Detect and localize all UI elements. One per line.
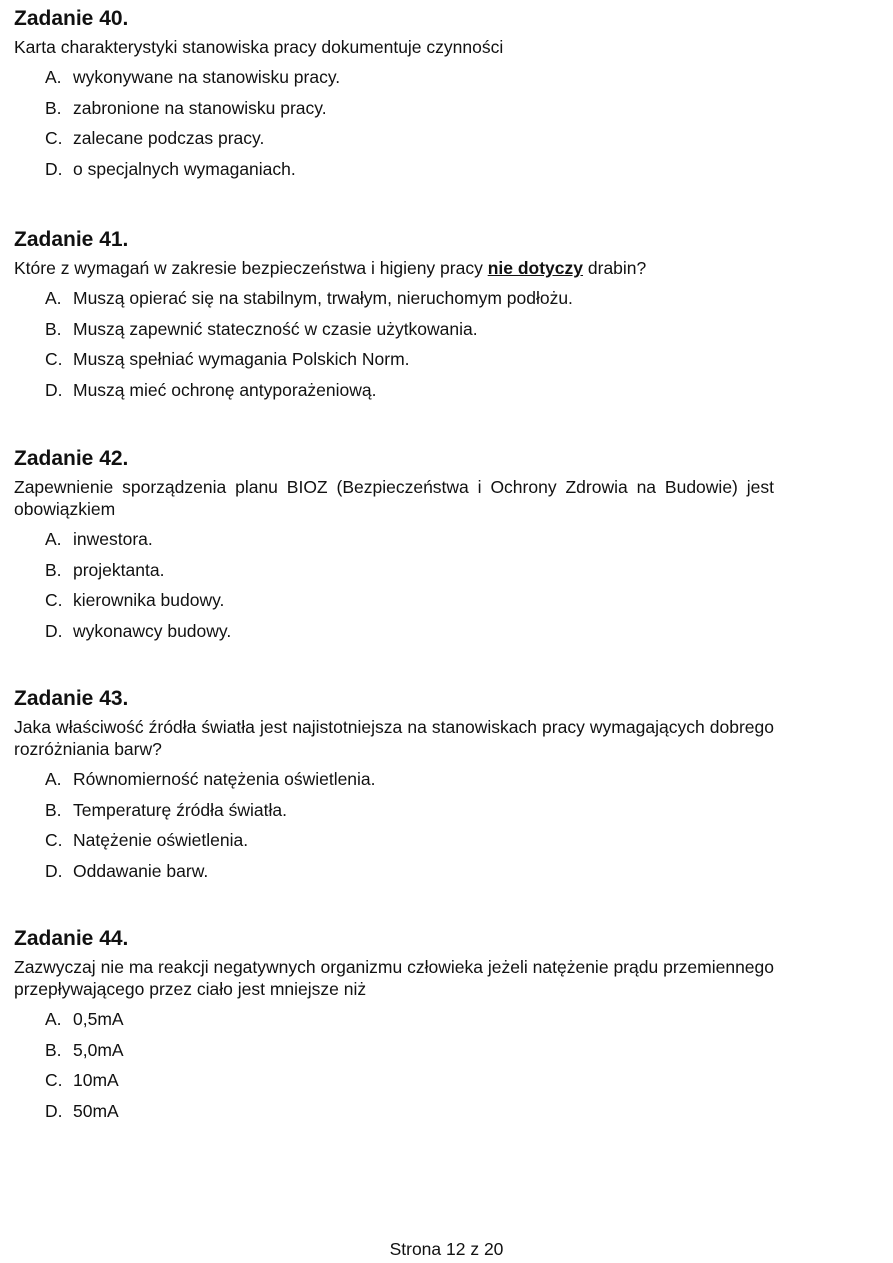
task-42 <box>14 446 774 650</box>
task-43 <box>14 686 774 890</box>
option-text: wykonawcy budowy. <box>73 620 232 641</box>
answer-option-b <box>14 799 774 830</box>
answer-option-d <box>14 620 774 651</box>
option-letter: B. <box>45 799 62 820</box>
question-text-before: Które z wymagań w zakresie bezpieczeństwa i higieny pracy <box>14 258 488 278</box>
option-letter: A. <box>45 288 62 308</box>
question-text-after: drabin? <box>583 258 647 278</box>
answer-option-c <box>14 829 774 860</box>
task-41 <box>14 227 774 409</box>
answer-option-a <box>14 528 774 559</box>
option-letter: A. <box>45 1009 62 1029</box>
answer-option-b <box>14 97 774 128</box>
answer-option-d <box>14 158 774 189</box>
answer-option-c <box>14 589 774 620</box>
answer-options <box>14 768 774 890</box>
answer-option-c <box>14 127 774 158</box>
option-text: kierownika budowy. <box>73 590 225 610</box>
option-letter: B. <box>45 559 62 580</box>
option-text: Muszą opierać się na stabilnym, trwałym, nieruchomym podłożu. <box>73 288 573 308</box>
option-letter: D. <box>45 1100 63 1121</box>
option-letter: D. <box>45 860 63 881</box>
answer-options <box>14 66 774 188</box>
option-letter: C. <box>45 1070 63 1090</box>
option-letter: B. <box>45 97 62 118</box>
question-text: Karta charakterystyki stanowiska pracy dokumentuje czynności <box>14 37 504 57</box>
option-letter: A. <box>45 769 62 789</box>
option-text: Temperaturę źródła światła. <box>73 799 287 820</box>
answer-options <box>14 1008 774 1130</box>
answer-option-d <box>14 860 774 891</box>
option-text: Muszą spełniać wymagania Polskich Norm. <box>73 349 410 369</box>
question-text <box>14 257 774 279</box>
option-letter: C. <box>45 830 63 850</box>
option-letter: A. <box>45 529 62 549</box>
option-letter: C. <box>45 128 63 148</box>
option-text: projektanta. <box>73 559 165 580</box>
answer-option-d <box>14 379 774 410</box>
answer-options <box>14 287 774 409</box>
question-text: Jaka właściwość źródła światła jest najistotniejsza na stanowiskach pracy wymagających dobrego rozróżniania barw? <box>14 717 774 759</box>
option-text: Natężenie oświetlenia. <box>73 830 249 850</box>
option-text: Oddawanie barw. <box>73 860 209 881</box>
answer-option-a <box>14 66 774 97</box>
option-text: zabronione na stanowisku pracy. <box>73 97 327 118</box>
question-emphasis: nie dotyczy <box>487 258 584 278</box>
task-40 <box>14 6 774 188</box>
task-title: Zadanie 43. <box>14 687 129 710</box>
option-text: 50mA <box>73 1100 119 1121</box>
option-letter: B. <box>45 1039 62 1060</box>
option-letter: C. <box>45 349 63 369</box>
option-text: Muszą zapewnić stateczność w czasie użytkowania. <box>73 318 478 339</box>
answer-option-c <box>14 348 774 379</box>
answer-option-a <box>14 287 774 318</box>
task-title: Zadanie 40. <box>14 7 129 30</box>
task-title: Zadanie 42. <box>14 447 129 470</box>
answer-option-c <box>14 1069 774 1100</box>
option-letter: D. <box>45 158 63 179</box>
option-letter: B. <box>45 318 62 339</box>
page-number: Strona 12 z 20 <box>389 1239 504 1259</box>
option-text: Równomierność natężenia oświetlenia. <box>73 769 376 789</box>
option-letter: D. <box>45 620 63 641</box>
option-text: inwestora. <box>73 529 153 549</box>
answer-option-b <box>14 559 774 590</box>
answer-option-b <box>14 318 774 349</box>
task-title: Zadanie 41. <box>14 228 129 251</box>
question-text: Zapewnienie sporządzenia planu BIOZ (Bezpieczeństwa i Ochrony Zdrowia na Budowie) jest obowiązkiem <box>14 477 774 519</box>
option-letter: D. <box>45 379 63 400</box>
option-text: 10mA <box>73 1070 119 1090</box>
option-letter: C. <box>45 590 63 610</box>
answer-option-b <box>14 1039 774 1070</box>
task-44 <box>14 926 774 1130</box>
option-text: 0,5mA <box>73 1009 124 1029</box>
task-title: Zadanie 44. <box>14 927 129 950</box>
answer-option-d <box>14 1100 774 1131</box>
option-letter: A. <box>45 67 62 87</box>
answer-option-a <box>14 768 774 799</box>
option-text: 5,0mA <box>73 1039 124 1060</box>
option-text: o specjalnych wymaganiach. <box>73 158 296 179</box>
answer-option-a <box>14 1008 774 1039</box>
option-text: zalecane podczas pracy. <box>73 128 265 148</box>
answer-options <box>14 528 774 650</box>
option-text: Muszą mieć ochronę antyporażeniową. <box>73 379 377 400</box>
question-text: Zazwyczaj nie ma reakcji negatywnych organizmu człowieka jeżeli natężenie prądu przemiennego przepływającego przez ciało jest mniejsze niż <box>14 957 774 999</box>
option-text: wykonywane na stanowisku pracy. <box>73 67 341 87</box>
